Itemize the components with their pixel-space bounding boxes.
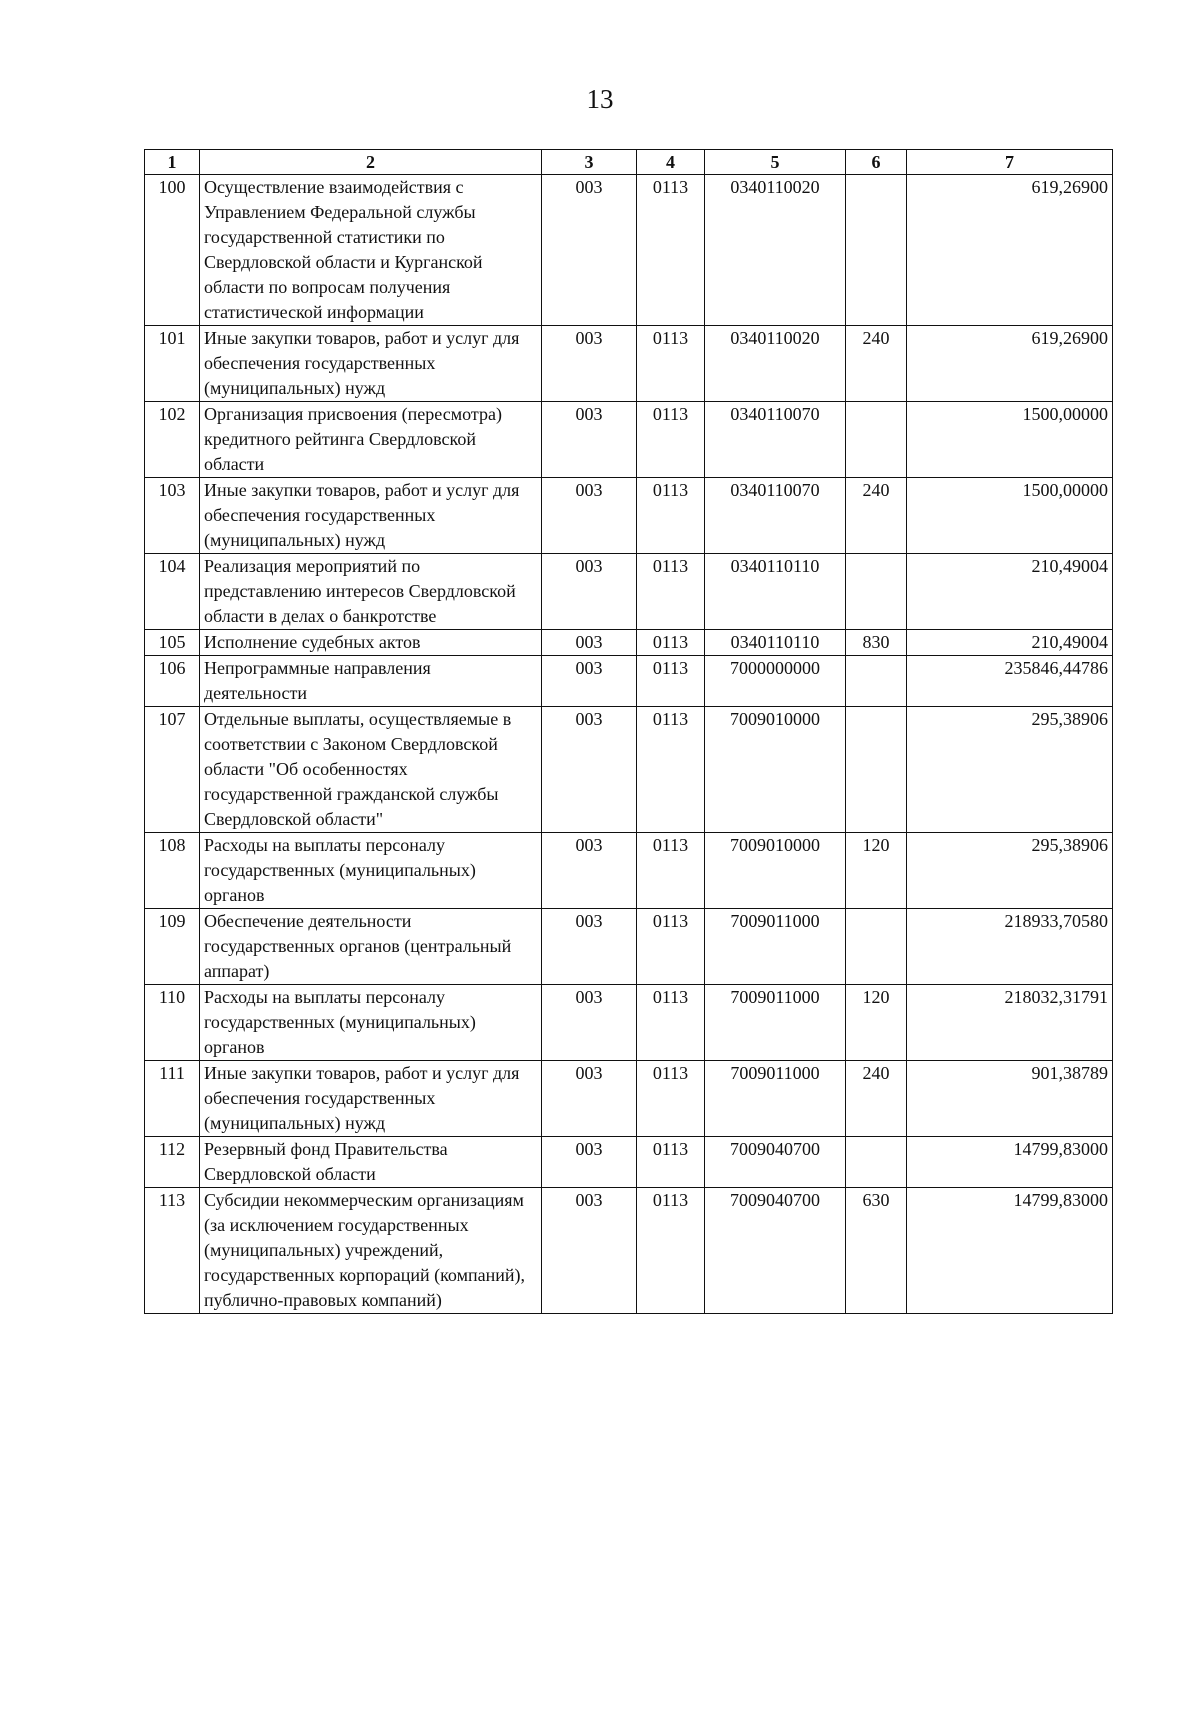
target-code: 0340110110 bbox=[705, 554, 846, 630]
department-code: 003 bbox=[542, 1061, 637, 1137]
target-code: 7009010000 bbox=[705, 707, 846, 833]
header-cell: 6 bbox=[846, 150, 907, 175]
amount: 901,38789 bbox=[907, 1061, 1113, 1137]
expense-name: Реализация мероприятий по представлению интересов Свердловской области в делах о банкротстве bbox=[200, 554, 542, 630]
expense-name: Расходы на выплаты персоналу государственных (муниципальных) органов bbox=[200, 985, 542, 1061]
table-row bbox=[145, 630, 1113, 656]
department-code: 003 bbox=[542, 478, 637, 554]
section-code: 0113 bbox=[637, 1061, 705, 1137]
department-code: 003 bbox=[542, 326, 637, 402]
amount: 1500,00000 bbox=[907, 402, 1113, 478]
section-code: 0113 bbox=[637, 707, 705, 833]
row-number: 100 bbox=[145, 175, 200, 326]
header-row bbox=[145, 150, 1113, 175]
expense-name: Осуществление взаимодействия с Управлением Федеральной службы государственной статистики по Свердловской области и Курганской области по вопросам получения статистической информации bbox=[200, 175, 542, 326]
department-code: 003 bbox=[542, 1188, 637, 1314]
expense-type-code bbox=[846, 175, 907, 326]
header-cell: 1 bbox=[145, 150, 200, 175]
target-code: 0340110070 bbox=[705, 478, 846, 554]
table-row bbox=[145, 554, 1113, 630]
expense-name: Иные закупки товаров, работ и услуг для обеспечения государственных (муниципальных) нужд bbox=[200, 326, 542, 402]
amount: 210,49004 bbox=[907, 630, 1113, 656]
expense-type-code: 630 bbox=[846, 1188, 907, 1314]
department-code: 003 bbox=[542, 554, 637, 630]
amount: 1500,00000 bbox=[907, 478, 1113, 554]
amount: 619,26900 bbox=[907, 326, 1113, 402]
section-code: 0113 bbox=[637, 402, 705, 478]
page-number: 13 bbox=[586, 84, 614, 114]
expense-name: Иные закупки товаров, работ и услуг для обеспечения государственных (муниципальных) нужд bbox=[200, 478, 542, 554]
target-code: 7009011000 bbox=[705, 1061, 846, 1137]
row-number: 113 bbox=[145, 1188, 200, 1314]
row-number: 107 bbox=[145, 707, 200, 833]
amount: 619,26900 bbox=[907, 175, 1113, 326]
expense-type-code: 830 bbox=[846, 630, 907, 656]
row-number: 106 bbox=[145, 656, 200, 707]
expense-type-code: 240 bbox=[846, 326, 907, 402]
table-row bbox=[145, 985, 1113, 1061]
row-number: 104 bbox=[145, 554, 200, 630]
expense-type-code bbox=[846, 909, 907, 985]
section-code: 0113 bbox=[637, 909, 705, 985]
target-code: 0340110110 bbox=[705, 630, 846, 656]
row-number: 103 bbox=[145, 478, 200, 554]
header-cell: 4 bbox=[637, 150, 705, 175]
section-code: 0113 bbox=[637, 554, 705, 630]
expense-type-code bbox=[846, 656, 907, 707]
header-cell: 3 bbox=[542, 150, 637, 175]
department-code: 003 bbox=[542, 833, 637, 909]
target-code: 7009040700 bbox=[705, 1188, 846, 1314]
amount: 218032,31791 bbox=[907, 985, 1113, 1061]
expense-name: Исполнение судебных актов bbox=[200, 630, 542, 656]
target-code: 0340110020 bbox=[705, 326, 846, 402]
expense-type-code bbox=[846, 402, 907, 478]
section-code: 0113 bbox=[637, 833, 705, 909]
department-code: 003 bbox=[542, 909, 637, 985]
expense-name: Субсидии некоммерческим организациям (за исключением государственных (муниципальных) учреждений, государственных корпораций (компаний), публично-правовых компаний) bbox=[200, 1188, 542, 1314]
amount: 14799,83000 bbox=[907, 1137, 1113, 1188]
table-row bbox=[145, 1061, 1113, 1137]
amount: 295,38906 bbox=[907, 833, 1113, 909]
row-number: 105 bbox=[145, 630, 200, 656]
table-row bbox=[145, 909, 1113, 985]
department-code: 003 bbox=[542, 656, 637, 707]
expense-type-code: 240 bbox=[846, 1061, 907, 1137]
department-code: 003 bbox=[542, 1137, 637, 1188]
amount: 218933,70580 bbox=[907, 909, 1113, 985]
header-cell: 7 bbox=[907, 150, 1113, 175]
section-code: 0113 bbox=[637, 1188, 705, 1314]
budget-table bbox=[144, 149, 1113, 1314]
row-number: 102 bbox=[145, 402, 200, 478]
row-number: 110 bbox=[145, 985, 200, 1061]
row-number: 112 bbox=[145, 1137, 200, 1188]
amount: 235846,44786 bbox=[907, 656, 1113, 707]
expense-name: Резервный фонд Правительства Свердловской области bbox=[200, 1137, 542, 1188]
section-code: 0113 bbox=[637, 326, 705, 402]
amount: 210,49004 bbox=[907, 554, 1113, 630]
row-number: 111 bbox=[145, 1061, 200, 1137]
expense-name: Отдельные выплаты, осуществляемые в соответствии с Законом Свердловской области "Об особенностях государственной гражданской службы Свердловской области" bbox=[200, 707, 542, 833]
section-code: 0113 bbox=[637, 985, 705, 1061]
expense-name: Непрограммные направления деятельности bbox=[200, 656, 542, 707]
expense-type-code bbox=[846, 554, 907, 630]
expense-name: Иные закупки товаров, работ и услуг для обеспечения государственных (муниципальных) нужд bbox=[200, 1061, 542, 1137]
department-code: 003 bbox=[542, 707, 637, 833]
target-code: 7009010000 bbox=[705, 833, 846, 909]
table-row bbox=[145, 707, 1113, 833]
amount: 295,38906 bbox=[907, 707, 1113, 833]
table-row bbox=[145, 326, 1113, 402]
target-code: 7000000000 bbox=[705, 656, 846, 707]
expense-type-code: 240 bbox=[846, 478, 907, 554]
expense-type-code bbox=[846, 1137, 907, 1188]
section-code: 0113 bbox=[637, 630, 705, 656]
amount: 14799,83000 bbox=[907, 1188, 1113, 1314]
expense-name: Расходы на выплаты персоналу государственных (муниципальных) органов bbox=[200, 833, 542, 909]
table-row bbox=[145, 1188, 1113, 1314]
table-row bbox=[145, 656, 1113, 707]
section-code: 0113 bbox=[637, 478, 705, 554]
table-row bbox=[145, 1137, 1113, 1188]
section-code: 0113 bbox=[637, 1137, 705, 1188]
target-code: 7009040700 bbox=[705, 1137, 846, 1188]
table-body bbox=[145, 175, 1113, 1314]
target-code: 0340110070 bbox=[705, 402, 846, 478]
table-row bbox=[145, 402, 1113, 478]
department-code: 003 bbox=[542, 175, 637, 326]
table-row bbox=[145, 833, 1113, 909]
target-code: 7009011000 bbox=[705, 909, 846, 985]
header-cell: 2 bbox=[200, 150, 542, 175]
row-number: 108 bbox=[145, 833, 200, 909]
department-code: 003 bbox=[542, 630, 637, 656]
expense-name: Организация присвоения (пересмотра) кредитного рейтинга Свердловской области bbox=[200, 402, 542, 478]
expense-type-code: 120 bbox=[846, 985, 907, 1061]
section-code: 0113 bbox=[637, 175, 705, 326]
target-code: 0340110020 bbox=[705, 175, 846, 326]
department-code: 003 bbox=[542, 985, 637, 1061]
target-code: 7009011000 bbox=[705, 985, 846, 1061]
expense-name: Обеспечение деятельности государственных органов (центральный аппарат) bbox=[200, 909, 542, 985]
table-row bbox=[145, 478, 1113, 554]
header-cell: 5 bbox=[705, 150, 846, 175]
department-code: 003 bbox=[542, 402, 637, 478]
row-number: 101 bbox=[145, 326, 200, 402]
expense-type-code: 120 bbox=[846, 833, 907, 909]
expense-type-code bbox=[846, 707, 907, 833]
table-row bbox=[145, 175, 1113, 326]
section-code: 0113 bbox=[637, 656, 705, 707]
row-number: 109 bbox=[145, 909, 200, 985]
